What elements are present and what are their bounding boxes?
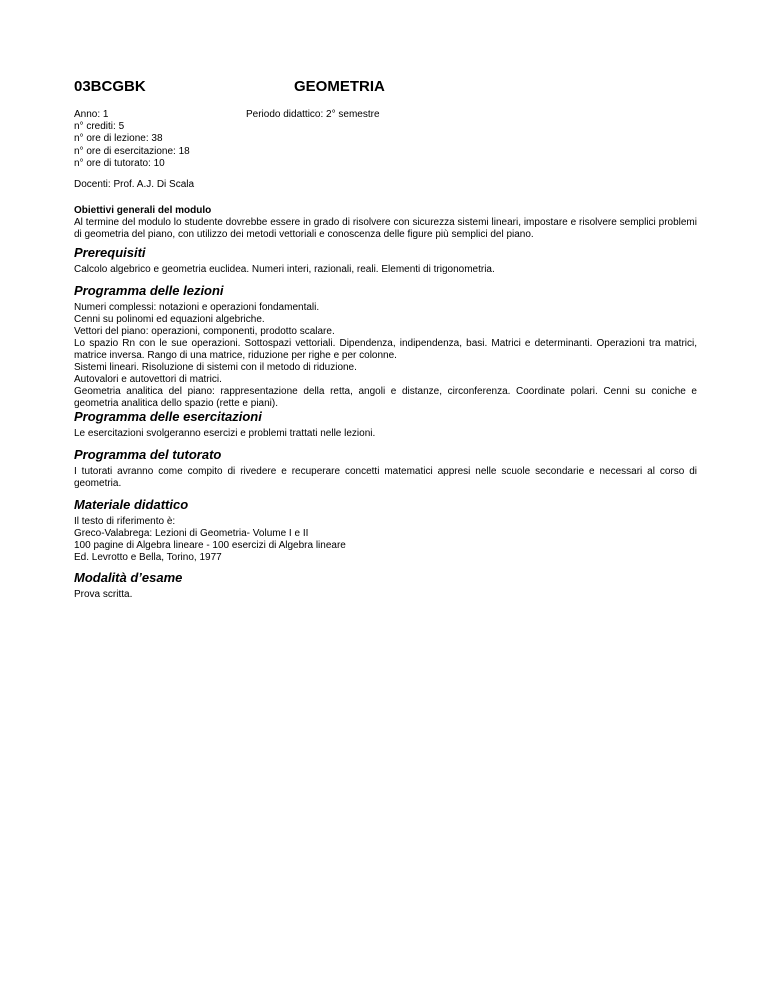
section-materiale (74, 497, 697, 564)
lezioni-line: Numeri complessi: notazioni e operazioni fondamentali. (74, 302, 320, 313)
lezioni-line: Autovalori e autovettori di matrici. (74, 374, 222, 385)
section-obiettivi (74, 205, 697, 241)
course-code: 03BCGBK (74, 78, 146, 95)
lezioni-line: Vettori del piano: operazioni, componenti, prodotto scalare. (74, 326, 335, 337)
materiale-line: Greco-Valabrega: Lezioni di Geometria- Volume I e II (74, 528, 309, 539)
prerequisiti-title: Prerequisiti (74, 245, 146, 260)
section-tutorato (74, 447, 697, 490)
obiettivi-title: Obiettivi generali del modulo (74, 205, 212, 216)
materiale-line: Ed. Levrotto e Bella, Torino, 1977 (74, 552, 222, 563)
esercitazioni-title: Programma delle esercitazioni (74, 409, 262, 424)
info-ore-tutorato: n° ore di tutorato: 10 (74, 157, 165, 169)
info-periodo: Periodo didattico: 2° semestre (246, 109, 380, 120)
section-esercitazioni (74, 409, 697, 440)
lezioni-list (74, 302, 697, 410)
esame-text: Prova scritta. (74, 589, 133, 600)
esercitazioni-text: Le esercitazioni svolgeranno esercizi e problemi trattati nelle lezioni. (74, 428, 376, 439)
lezioni-line: Cenni su polinomi ed equazioni algebriche. (74, 314, 265, 325)
info-ore-esercitazione: n° ore di esercitazione: 18 (74, 145, 190, 157)
course-info-list (74, 109, 190, 170)
lezioni-title: Programma delle lezioni (74, 283, 224, 298)
prerequisiti-text: Calcolo algebrico e geometria euclidea. Numeri interi, razionali, reali. Elementi di trigonometria. (74, 264, 495, 275)
docenti: Docenti: Prof. A.J. Di Scala (74, 179, 195, 190)
section-esame (74, 570, 697, 601)
materiale-line: 100 pagine di Algebra lineare - 100 esercizi di Algebra lineare (74, 540, 346, 551)
info-anno: Anno: 1 (74, 109, 109, 120)
section-prerequisiti (74, 245, 697, 276)
lezioni-line: Sistemi lineari. Risoluzione di sistemi con il metodo di riduzione. (74, 362, 357, 373)
obiettivi-text: Al termine del modulo lo studente dovrebbe essere in grado di risolvere con sicurezza sistemi lineari, impostare e risolvere semplici problemi di geometria del piano, con utilizzo dei metodi vettoriali e conoscenza delle figure più semplici del piano. (74, 217, 697, 240)
tutorato-text: I tutorati avranno come compito di rivedere e recuperare concetti matematici appresi nelle scuole secondarie e necessari al corso di geometria. (74, 466, 697, 489)
materiale-line: Il testo di riferimento è: (74, 516, 176, 527)
materiale-title: Materiale didattico (74, 497, 189, 512)
lezioni-line: Geometria analitica del piano: rappresentazione della retta, angoli e distanze, circonferenza. Coordinate polari. Cenni su coniche e geometria analitica dello spazio (rette e piani). (74, 386, 697, 409)
info-ore-lezione: n° ore di lezione: 38 (74, 133, 163, 145)
section-lezioni (74, 283, 697, 410)
course-title: GEOMETRIA (294, 78, 385, 95)
tutorato-title: Programma del tutorato (74, 447, 222, 462)
info-crediti: n° crediti: 5 (74, 121, 125, 133)
lezioni-line: Lo spazio Rn con le sue operazioni. Sottospazi vettoriali. Dipendenza, indipendenza, basi. Matrici e determinanti. Operazioni tra matrici, matrice inversa. Rango di una matrice, riduzione per righe e per colonne. (74, 338, 697, 361)
esame-title: Modalità d’esame (74, 570, 183, 585)
materiale-list (74, 516, 697, 564)
